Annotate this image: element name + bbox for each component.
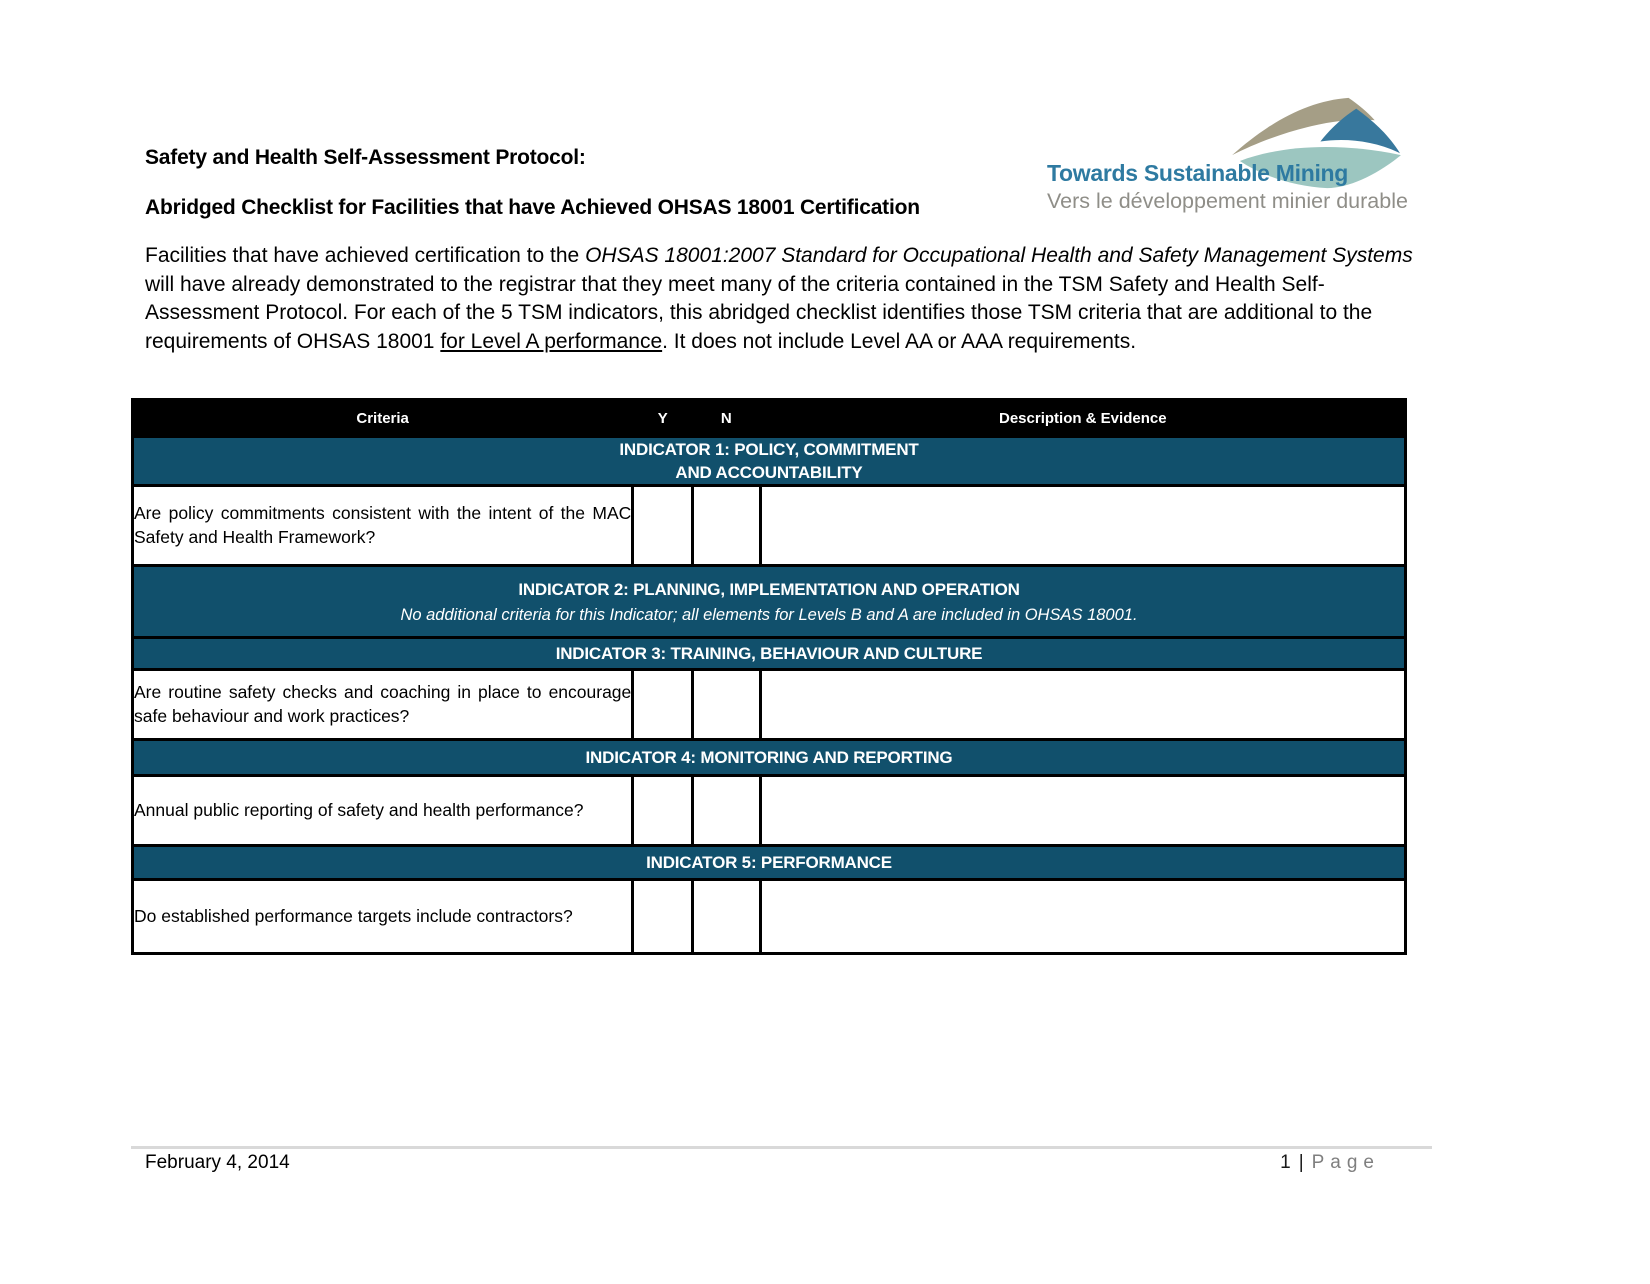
indicator-1-title: INDICATOR 1: POLICY, COMMITMENT [619, 440, 919, 459]
yes-cell [633, 670, 693, 740]
intro-italic-standard-name: OHSAS 18001:2007 Standard for Occupational Health and Safety Management Systems [585, 244, 1413, 267]
indicator-1-banner [133, 437, 1406, 486]
indicator-3-title: INDICATOR 3: TRAINING, BEHAVIOUR AND CULTURE [555, 644, 983, 663]
column-header-no: N [693, 400, 760, 437]
yes-cell [633, 880, 693, 954]
indicator-2-banner [133, 566, 1406, 638]
criteria-cell: Are routine safety checks and coaching in place to encourage safe behaviour and work practices? [133, 670, 633, 740]
yes-cell [633, 776, 693, 846]
no-cell [693, 880, 760, 954]
description-cell [760, 486, 1405, 566]
footer-page-separator: | [1298, 1152, 1304, 1173]
no-cell [693, 486, 760, 566]
indicator-1-title-line2: AND ACCOUNTABILITY [675, 463, 863, 482]
criteria-cell: Do established performance targets include contractors? [133, 880, 633, 954]
question-row-policy-commitments [133, 486, 1406, 566]
intro-underlined-level-a: for Level A performance [440, 329, 663, 353]
document-title-line2: Abridged Checklist for Facilities that have Achieved OHSAS 18001 Certification [145, 196, 920, 219]
footer-page-word: Page [1311, 1152, 1380, 1173]
question-row-annual-reporting [133, 776, 1406, 846]
indicator-5-title: INDICATOR 5: PERFORMANCE [646, 853, 892, 872]
footer-date: February 4, 2014 [145, 1152, 290, 1173]
column-header-yes: Y [633, 400, 693, 437]
no-cell [693, 776, 760, 846]
indicator-4-banner [133, 740, 1406, 776]
logo-text-french: Vers le développement minier durable [1047, 189, 1408, 213]
question-row-safety-checks [133, 670, 1406, 740]
intro-segment-1: Facilities that have achieved certification to the [145, 244, 586, 267]
intro-paragraph [145, 242, 1435, 356]
criteria-cell: Annual public reporting of safety and health performance? [133, 776, 633, 846]
indicator-3-banner [133, 638, 1406, 670]
column-header-description: Description & Evidence [760, 400, 1405, 437]
indicator-2-note: No additional criteria for this Indicator; all elements for Levels B and A are included in OHSAS 18001. [400, 605, 1138, 624]
description-cell [760, 776, 1405, 846]
footer-page-indicator [131, 1152, 1380, 1174]
indicator-5-banner [133, 846, 1406, 880]
indicator-2-title: INDICATOR 2: PLANNING, IMPLEMENTATION AND OPERATION [518, 579, 1020, 599]
question-row-performance-targets [133, 880, 1406, 954]
document-title-line1: Safety and Health Self-Assessment Protocol: [145, 146, 586, 169]
criteria-cell: Are policy commitments consistent with the intent of the MAC Safety and Health Framework? [133, 486, 633, 566]
footer-divider [131, 1146, 1432, 1149]
no-cell [693, 670, 760, 740]
intro-segment-3: . It does not include Level AA or AAA requirements. [662, 329, 1137, 353]
footer-page-number: 1 [1280, 1152, 1291, 1173]
table-header-row [133, 400, 1406, 437]
description-cell [760, 670, 1405, 740]
checklist-table [131, 398, 1407, 955]
description-cell [760, 880, 1405, 954]
logo-text-english: Towards Sustainable Mining [1047, 160, 1349, 186]
column-header-criteria: Criteria [133, 400, 633, 437]
indicator-4-title: INDICATOR 4: MONITORING AND REPORTING [585, 748, 953, 767]
yes-cell [633, 486, 693, 566]
intro-segment-2: will have already demonstrated to the registrar that they meet many of the criteria contained in the TSM Safety and Health Self-Assessment Protocol. For each of the 5 TSM indicators, this abridged checklist identifies those TSM criteria that are additional to the requirements of OHSAS 18001 [145, 272, 1373, 353]
